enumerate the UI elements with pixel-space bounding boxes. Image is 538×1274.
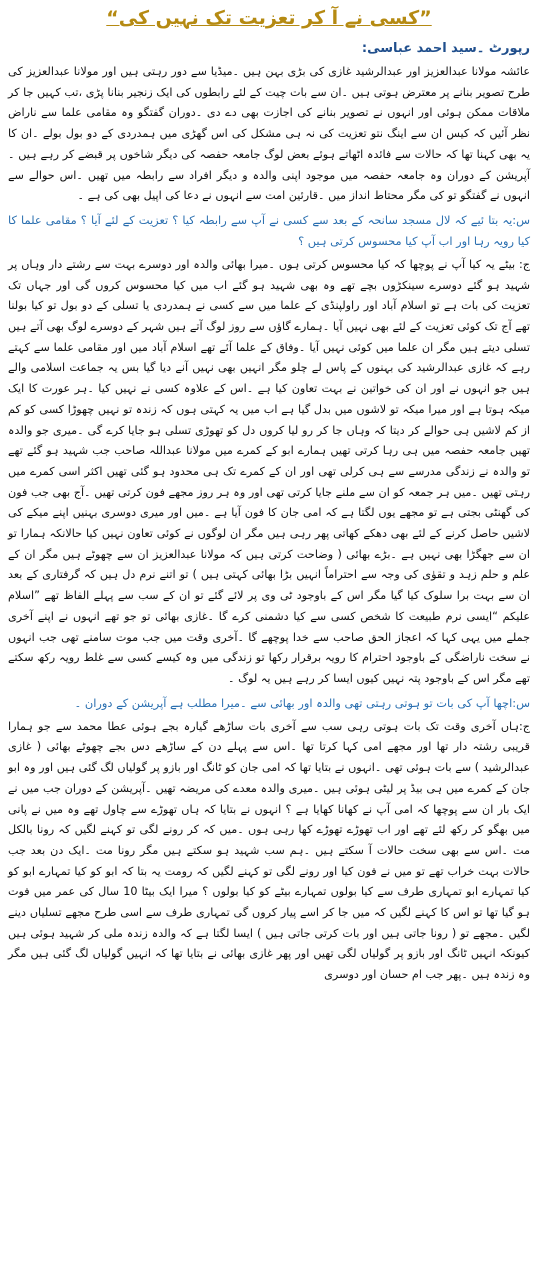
intro-paragraph: عائشہ مولانا عبدالعزیز اور عبدالرشید غازی کی بڑی بہن ہیں ۔میڈیا سے دور رہتی ہیں اور مولانا عبدالعزیز کی طرح تصویر بنانے پر معترض ہوتی ہیں ۔ان سے بات چیت کے لئے رابطوں کی ایک زنجیر بنانا پڑی ،تب کہیں جا کر ملاقات ممکن ہوئی اور انہوں نے تصویر بنانے کی اجازت بھی دے دی ۔دوران گفتگو وہ مقامی علما سے ناراض نظر آئیں کہ کیس ان سے اینگ نتو تعزیت کی نہ ہی مشکل کی اس گھڑی میں ہمدردی کے دو بول بولے ۔ان کا یہ بھی کہنا تھا کہ حالات سے فائدہ اٹھاتے ہوئے بعض لوگ جامعہ حفصہ کی دیگر شاخوں پر قبضے کر رہے ہیں ۔آپریشن کے دوران وہ جامعہ حفصہ میں موجود اپنی والدہ و دیگر افراد سے رابطہ میں تھیں ۔اس حوالے سے انہوں نے گفتگو تو کی مگر محتاط انداز میں ۔قارئین امت سے انہوں نے دعا کی اپیل بھی کی ہے ۔ — [8, 65, 530, 203]
answer-1: ج: بیٹے یہ کیا آپ نے پوچھا کہ کیا محسوس کرتی ہوں ۔میرا بھائی والدہ اور دوسرے بہت سے رشتے دار وہاں پر شہید ہو گئے دوسرے سینکڑوں بچے تھے وہ بھی شہید ہو گئے اب میں کیا محسوس کروں گی اور جہاں تک تعزیت کی بات ہے تو اسلام آباد اور راولپنڈی کے علما میں سے کسی نے ہمدردی یا تسلی کے دو بول تو کیا بولنا تھے آج تک کوئی تعزیت کے لئے بھی نہیں آیا ۔ہمارے گاؤں سے روز لوگ آتے ہیں شہر کے دوسرے لوگ بھی آتے ہیں تسلی دیتے ہیں مگر ان علما میں کوئی نہیں آیا ۔وفاق کے علما آئے تھے اسلام آباد میں اور مقامی علما سے کہتے رہے کہ غازی عبدالرشید کی بہنوں کے پاس لے چلو مگر انہیں بھی نہیں آنے دیا گیا بس یہ جماعت اسلامی والے ہیں جو انہوں نے اور ان کی خواتین نے بہت تعاون کیا ہے ۔اس کے علاوہ کسی نے نہیں کیا ۔ہر عورت کا ایک میکہ ہوتا ہے اور میرا میکہ تو لاشوں میں بدل گیا ہے اب میں یہ کہتی ہوں کہ زندہ تو نہیں چھوڑا کسی کو کم از کم لاشیں ہی حوالے کر دیتا کہ وہاں جا کر رو لیا کروں دل کو تھوڑی تسلی ہو جایا کرے گی ۔میری جو والدہ تھیں جامعہ حفصہ میں ہی رہا کرتی تھیں ہمارے ابو کے کمرے میں مولانا عبداللہ صاحب جب شہید ہو گئے تھے تو والدہ نے زندگی مدرسے سے ہی کرلی تھی اور ان کے کمرے تک ہی محدود ہو گئی تھیں اکثر اسی کمرے میں رہتی تھیں ۔میں ہر جمعہ کو ان سے ملنے جایا کرتی تھی اور وہ ہر روز مجھے فون کرتی تھیں ۔آج بھی جب فون کی گھنٹی بجتی ہے تو مجھے یوں لگتا ہے کہ امی جان کا فون آیا ہے ۔میں اور میری دوسری بہنیں اپنے میکے کی لاشیں حاصل کرنے کے لئے بھی دھکے کھاتی پھر رہی ہیں مگر ان لوگوں نے کوئی تعاون نہیں کیا حالانکہ ہمارا تو ان سے جھگڑا بھی نہیں ہے ۔بڑے بھائی ( وضاحت کرتی ہیں کہ مولانا عبدالعزیز ان سے چھوٹے ہیں مگر ان کے علم و حلم زہد و تقوٰی کی وجہ سے احتراماً انہیں بڑا بھائی کہتی ہیں ) تو اتنے نرم دل ہیں کہ گرفتاری کے بعد ان سے بہت برا سلوک کیا گیا مگر اس کے باوجود ٹی وی پر لائے گئے تو ان کے سب سے پہلے الفاظ تھے ”اسلام علیکم “ایسی نرم طبیعت کا شخص کسی سے کیا دشمنی کرے گا ۔غازی بھائی تو جو تھے انہوں نے اپنے آخری جملے میں یہی کہا کہ اعجاز الحق صاحب سے خدا پوچھے گا ۔آخری وقت میں جب موت سامنے تھی جب انہوں نے سخت ناراضگی کے باوجود احترام کا رویہ برقرار رکھا تو زندگی میں وہ کیسے کسی سے غلط رویہ رکھ سکتے تھے مگر اس کے باوجود پتہ نہیں کیوں ایسا کر رہے ہیں یہ لوگ ۔ — [8, 257, 530, 685]
answer-2: ج:ہاں آخری وقت تک بات ہوتی رہی سب سے آخری بات ساڑھے گیارہ بجے ہوئی عطا محمد سے جو ہمارا قریبی رشتہ دار تھا اور مجھے امی کہا کرتا تھا ۔اس سے پہلے دن کے ساڑھے دس بجے چھوٹے بھائی ( غازی عبدالرشید ) سے بات ہوئی تھی ۔انہوں نے بتایا تھا کہ امی جان کو ٹانگ اور بازو پر گولیاں لگ گئی ہیں اور وہ ابو جان کے کمرے میں ہی بیڈ پر لیٹی ہوئی ہیں ۔میری والدہ معدے کی مریضہ تھیں ۔آپریشن کے دوران جب میں نے ایک بار ان سے پوچھا کہ امی آپ نے کھانا کھایا ہے ؟ انہوں نے بتایا کہ ہاں تھوڑے سے چاول تھے وہ میں نے پانی میں بھگو کر رکھ لئے تھے اور اب تھوڑے تھوڑے کھا رہی ہوں ۔میں کہ کر رونے لگی تو کہنے لگیں کہ رونا بالکل مت ۔اس سے بھی سخت حالات آ سکتے ہیں ۔ہم سب شہید ہو سکتے ہیں مگر رونا مت ۔ایک دن بعد جب حالات بہت خراب تھے تو میں نے فون کیا اور رونے لگی تو کہنے لگیں کہ رومت یہ بتا کہ ابو کو کیا تمہارے ابو کو کیا تمہارے ابو تمہاری طرف سے کیا بولوں تمہارے بیٹے کو کیا بولوں ؟ میرا ایک بیٹا 10 سال کی عمر میں فوت ہو گیا تھا تو اس کا کہنے لگیں کہ میں جا کر اسے پیار کروں گی تمہاری طرف سے اسی طرح مجھے تسلیاں دینے لگیں ۔مجھے تو ( رونا جاتی ہیں اور بات کرتی جاتی ہیں ) ایسا لگتا ہے کہ والدہ زندہ ملی کر شہید ہوئی ہیں کیونکہ انہیں ٹانگ اور بازو پر گولیاں لگی تھیں اور پھر غازی بھائی نے بتایا تھا کہ انہیں گولیاں لگ گئی ہیں مگر وہ زندہ ہیں ۔پھر جب ام حسان اور دوسری — [8, 719, 531, 982]
question-2: س:اچھا آپ کی بات تو ہوتی رہتی تھی والدہ اور بھائی سے ۔میرا مطلب ہے آپریشن کے دوران ۔ — [74, 695, 530, 710]
byline: رپورٹ ۔سید احمد عباسی: — [361, 41, 530, 56]
title-wrap — [8, 4, 530, 34]
page-title: ”کسی نے آ کر تعزیت تک نہیں کی“ — [106, 7, 432, 29]
question-1: س:یہ بتا ئیے کہ لال مسجد سانحہ کے بعد سے کسی نے آپ سے رابطہ کیا ؟ تعزیت کے لئے آیا ؟ مقامی علما کا کیا رویہ رہا اور اب آپ کیا محسوس کرتی ہیں ؟ — [8, 212, 530, 248]
